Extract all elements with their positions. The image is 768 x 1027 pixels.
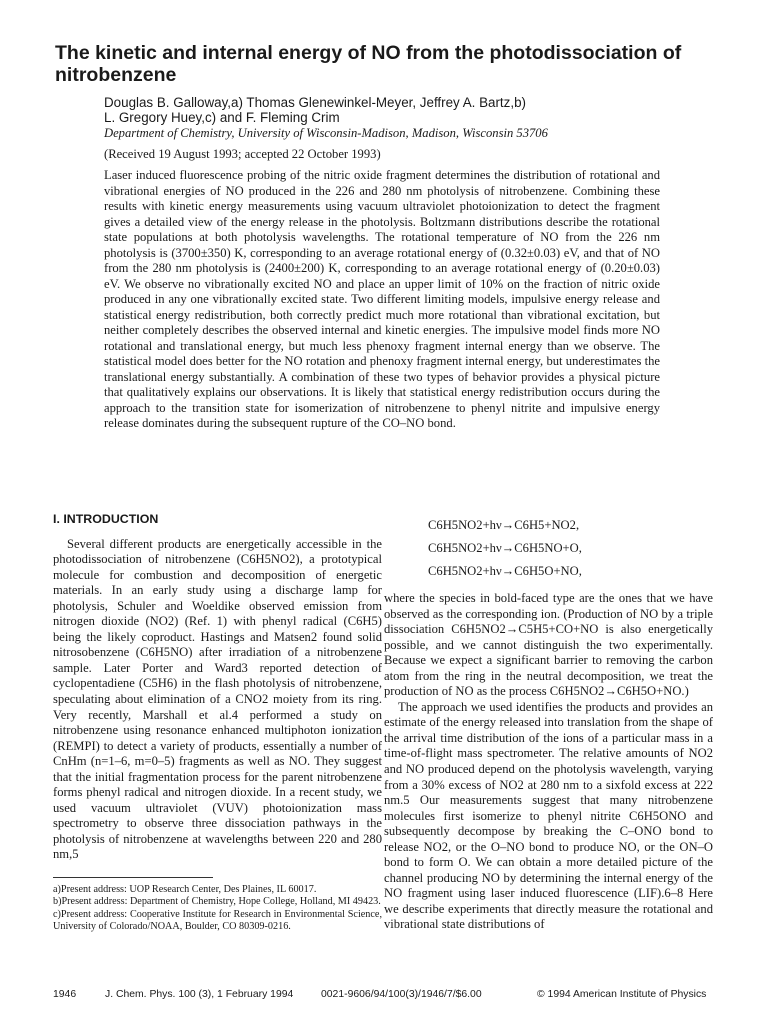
footnote: a)Present address: UOP Research Center, Des Plaines, IL 60017. — [53, 884, 317, 896]
footnote-rule — [53, 877, 213, 878]
section-heading: I. INTRODUCTION — [53, 512, 159, 526]
right-column — [384, 512, 713, 933]
author-line: Douglas B. Galloway,a) Thomas Glenewinkel-Meyer, Jeffrey A. Bartz,b) — [104, 95, 526, 110]
author-list — [104, 95, 664, 125]
page-number: 1946 — [53, 989, 77, 1000]
equation-block — [384, 514, 713, 583]
equation: C6H5NO2+hν→C6H5O+NO, — [428, 564, 582, 578]
intro-paragraph: Several different products are energetically accessible in the photodissociation of nitrobenzene (C6H5NO2), a prototypical molecule for combustion and decomposition of energetic materials. In an early study using a discharge lamp for photolysis, Schuler and Woeldike observed emission from nitrogen dioxide (NO2) (Ref. 1) with phenyl radical (C6H5) being the likely coproduct. Hastings and Matsen2 found solid nitrosobenzene (C6H5NO) after irradiation of a nitrobenzene sample. Later Porter and Ward3 reported detection of cyclopentadiene (C5H6) in the flash photolysis of nitrobenzene, speculating about elimination of a CNO2 moiety from its ring. Very recently, Marshall et al.4 performed a study on nitrobenzene using resonance enhanced multiphoton ionization (REMPI) to detect a variety of products, essentially a number of CnHm (n=1–6, m=0–5) fragments as well as NO. They suggest that the initial fragmentation process for the parent nitrobenzene forms phenyl radical and nitrogen dioxide. In a recent study, we used vacuum ultraviolet (VUV) photoionization mass spectrometry to observe three dissociation pathways in the photolysis of nitrobenzene at wavelengths between 220 and 280 nm,5 — [53, 536, 382, 862]
body-paragraph: where the species in bold-faced type are the ones that we have observed as the corresponding ion. (Production of NO by a triple dissociation C6H5NO2→C5H5+CO+NO is also energetically possible, and we cannot distinguish the two experimentally. Because we expect a significant barrier to removing the carbon atom from the ring in the neutral decomposition, we treat the production of NO as the process C6H5NO2→C6H5O+NO.) — [384, 591, 713, 699]
footnote: c)Present address: Cooperative Institute for Research in Environmental Science, University of Colorado/NOAA, Boulder, CO 80309-0216. — [53, 908, 382, 933]
article-code: 0021-9606/94/100(3)/1946/7/$6.00 — [321, 989, 482, 1000]
copyright-notice: © 1994 American Institute of Physics — [537, 989, 707, 1000]
body-paragraph: The approach we used identifies the products and provides an estimate of the energy released into translation from the shape of the arrival time distribution of the ions of a particular mass in a time-of-flight mass spectrometer. The relative amounts of NO2 and NO produced depend on the photolysis wavelength, varying from a 30% excess of NO2 at 280 nm to a sixfold excess at 222 nm.5 Our measurements suggest that many nitrobenzene molecules first isomerize to phenyl nitrite C6H5ONO and subsequently decompose by breaking the C–ONO bond to release NO2, or the O–NO bond to produce NO, or the ON–O bond to form O. We can obtain a more detailed picture of the channel producing NO by determining the internal energy of the NO fragment using laser induced fluorescence (LIF).6–8 Here we describe experiments that directly measure the rotational and vibrational state distributions of — [384, 699, 713, 932]
received-dates: (Received 19 August 1993; accepted 22 October 1993) — [104, 147, 381, 161]
abstract: Laser induced fluorescence probing of the nitric oxide fragment determines the distribution of rotational and vibrational energies of NO produced in the 226 and 280 nm photolysis of nitrobenzene. Combining these results with kinetic energy measurements using vacuum ultraviolet photoionization to detect the fragment gives a detailed view of the energy release in the photolysis. Boltzmann distributions describe the rotational state populations at both photolysis wavelengths. The rotational temperature of NO from the 226 nm photolysis is (3700±350) K, corresponding to an average rotational energy of (0.32±0.03) eV, and that of NO from the 280 nm photolysis is (2400±200) K, corresponding to an average rotational energy of (0.20±0.03) eV. We observe no vibrationally excited NO and place an upper limit of 10% on the fraction of nitric oxide produced in any one vibrationally excited state. Two different limiting models, impulsive energy release and statistical energy redistribution, both correctly predict much more rotational than vibrational excitation, but neither completely describes the observed internal and kinetic energies. The impulsive model finds more NO rotational and translational energy, but much less phenoxy fragment internal energy than we observe. The statistical model does better for the NO rotation and phenoxy fragment internal energy, but underestimates the translational energy substantially. A combination of these two types of behavior provides a physical picture that qualitatively explains our observations. It is likely that statistical energy redistribution occurs during the approach to the transition state for isomerization of nitrobenzene to phenyl nitrite and impulsive energy release dominates during the subsequent rupture of the CO–NO bond. — [104, 168, 660, 430]
footnote: b)Present address: Department of Chemistry, Hope College, Holland, MI 49423. — [53, 896, 381, 908]
journal-citation: J. Chem. Phys. 100 (3), 1 February 1994 — [105, 989, 294, 1000]
left-column — [53, 512, 382, 934]
equation: C6H5NO2+hν→C6H5+NO2, — [428, 518, 580, 532]
author-line: L. Gregory Huey,c) and F. Fleming Crim — [104, 110, 340, 125]
affiliation: Department of Chemistry, University of Wisconsin-Madison, Madison, Wisconsin 53706 — [104, 126, 548, 140]
paper-title: The kinetic and internal energy of NO from the photodissociation of nitrobenzene — [55, 42, 682, 86]
equation: C6H5NO2+hν→C6H5NO+O, — [428, 541, 582, 555]
